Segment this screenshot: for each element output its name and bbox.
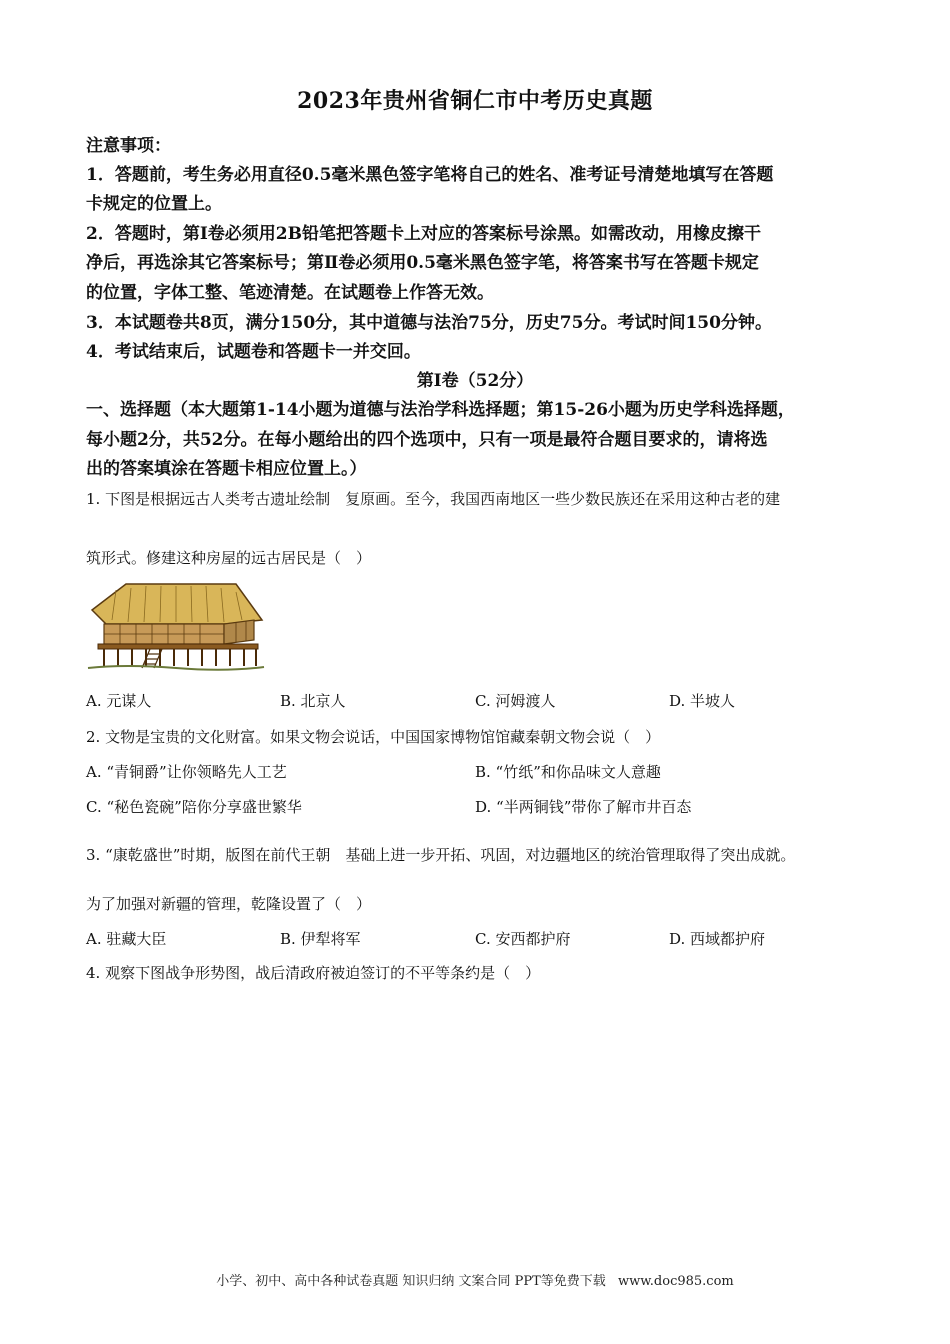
section-instruction: 每小题2分，共52分。在每小题给出的四个选项中，只有一项是最符合题目要求的，请将选: [86, 430, 768, 450]
q1-option-d: D. 半坡人: [669, 692, 736, 710]
q2-option-a: A. “青铜爵”让你领略先人工艺: [86, 763, 287, 781]
notice-line: 净后，再选涂其它答案标号；第Ⅱ卷必须用0.5毫米黑色签字笔，将答案书写在答题卡规定: [86, 253, 759, 273]
notice-line: 3．本试题卷共8页，满分150分，其中道德与法治75分，历史75分。考试时间150分钟。: [86, 313, 772, 333]
page-footer: [0, 1270, 950, 1289]
q1-option-b: B. 北京人: [280, 692, 346, 710]
q1-option-a: A. 元谋人: [86, 692, 152, 710]
q2-option-b: B. “竹纸”和你品味文人意趣: [475, 763, 661, 781]
notice-line: 1．答题前，考生务必用直径0.5毫米黑色签字笔将自己的姓名、准考证号清楚地填写在答题: [86, 165, 774, 185]
q3-option-b: B. 伊犁将军: [280, 930, 361, 948]
q3-option-a: A. 驻藏大臣: [86, 930, 167, 948]
footer-url[interactable]: www.doc985.com: [617, 1274, 734, 1289]
q3-option-c: C. 安西都护府: [475, 930, 571, 948]
question-2-stem: 2. 文物是宝贵的文化财富。如果文物会说话，中国国家博物馆馆藏秦朝文物会说（ ）: [86, 728, 661, 746]
notice-heading: 注意事项：: [86, 136, 171, 156]
question-3-stem: 为了加强对新疆的管理，乾隆设置了（ ）: [86, 895, 372, 913]
stilt-house-illustration: [86, 580, 266, 672]
exam-title: 2023年贵州省铜仁市中考历史真题: [297, 88, 653, 114]
question-1-stem: 1. 下图是根据远古人类考古遗址绘制 复原画。至今，我国西南地区一些少数民族还在采用这种古老的建: [86, 490, 781, 508]
section-instruction: 一、选择题（本大题第1-14小题为道德与法治学科选择题；第15-26小题为历史学科选择题，: [86, 400, 795, 420]
q2-option-c: C. “秘色瓷碗”陪你分享盛世繁华: [86, 798, 302, 816]
q1-option-c: C. 河姆渡人: [475, 692, 556, 710]
notice-line: 2．答题时，第Ⅰ卷必须用2B铅笔把答题卡上对应的答案标号涂黑。如需改动，用橡皮擦干: [86, 224, 761, 244]
footer-text: 小学、初中、高中各种试卷真题 知识归纳 文案合同 PPT等免费下载: [216, 1274, 606, 1289]
part1-heading: 第Ⅰ卷（52分）: [416, 371, 534, 391]
notice-line: 卡规定的位置上。: [86, 194, 222, 214]
notice-line: 的位置，字体工整、笔迹清楚。在试题卷上作答无效。: [86, 283, 494, 303]
question-4-stem: 4. 观察下图战争形势图，战后清政府被迫签订的不平等条约是（ ）: [86, 964, 541, 982]
section-instruction: 出的答案填涂在答题卡相应位置上。）: [86, 459, 367, 479]
question-1-stem: 筑形式。修建这种房屋的远古居民是（ ）: [86, 549, 372, 567]
q3-option-d: D. 西域都护府: [669, 930, 766, 948]
question-3-stem: 3. “康乾盛世”时期，版图在前代王朝 基础上进一步开拓、巩固，对边疆地区的统治管理取得了突出成就。: [86, 846, 796, 864]
notice-line: 4．考试结束后，试题卷和答题卡一并交回。: [86, 342, 421, 362]
q2-option-d: D. “半两铜钱”带你了解市井百态: [475, 798, 692, 816]
